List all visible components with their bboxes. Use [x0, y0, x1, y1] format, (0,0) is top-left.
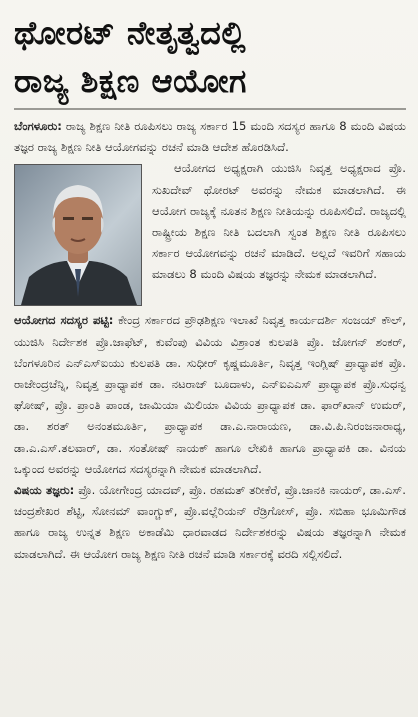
experts-paragraph [14, 480, 406, 565]
headline-line-2: ರಾಜ್ಯ ಶಿಕ್ಷಣ ಆಯೋಗ [14, 62, 247, 100]
dateline: ಬೆಂಗಳೂರು: [14, 119, 62, 133]
body-paragraph: ಆಯೋಗದ ಅಧ್ಯಕ್ಷರಾಗಿ ಯುಜಿಸಿ ನಿವೃತ್ತ ಅಧ್ಯಕ್ಷರಾದ ಪ್ರೊ. ಸುಖದೇವ್ ಥೋರಟ್ ಅವರನ್ನು ನೇಮಕ ಮಾಡಲಾಗಿದೆ. ಈ ಆಯೋಗ ರಾಜ್ಯಕ್ಕೆ ನೂತನ ಶಿಕ್ಷಣ ನೀತಿಯನ್ನು ರೂಪಿಸಲಿದೆ. ರಾಜ್ಯದಲ್ಲಿ ರಾಷ್ಟ್ರೀಯ ಶಿಕ್ಷಣ ನೀತಿ ಬದಲಾಗಿ ಸ್ವಂತ ಶಿಕ್ಷಣ ನೀತಿ ರೂಪಿಸಲು ಸರ್ಕಾರ ಆಯೋಗವನ್ನು ರಚನೆ ಮಾಡಿದೆ. ಅಲ್ಲದೆ ಇವರಿಗೆ ಸಹಾಯ ಮಾಡಲು 8 ಮಂದಿ ವಿಷಯ ತಜ್ಞರನ್ನು ನೇಮಕ ಮಾಡಲಾಗಿದೆ. [152, 161, 406, 282]
members-text: ಕೇಂದ್ರ ಸರ್ಕಾರದ ಪ್ರೌಢಶಿಕ್ಷಣ ಇಲಾಖೆ ನಿವೃತ್ತ ಕಾರ್ಯದರ್ಶಿ ಸಂಜಯ್ ಕೌಲ್, ಯುಜಿಸಿ ನಿರ್ದೇಶಕ ಪ್ರೊ.ಜಾಫೆಟ್, ಕುವೆಂಪು ವಿವಿಯ ವಿಶ್ರಾಂತ ಕುಲಪತಿ ಪ್ರೊ. ಜೋಗನ್ ಶಂಕರ್, ಬೆಂಗಳೂರಿನ ಎನ್‌ಎಸ್‌ಐಯು ಕುಲಪತಿ ಡಾ. ಸುಧೀರ್ ಕೃಷ್ಣಮೂರ್ತಿ, ನಿವೃತ್ತ ಇಂಗ್ಲಿಷ್ ಪ್ರಾಧ್ಯಾಪಕ ಪ್ರೊ. ರಾಜೇಂದ್ರಚೆನ್ನಿ, ನಿವೃತ್ತ ಪ್ರಾಧ್ಯಾಪಕ ಡಾ. ನಟರಾಜ್ ಬೂದಾಳು, ಎನ್‌ಐಎಎಸ್ ಪ್ರಾಧ್ಯಾಪಕ ಪ್ರೊ.ಸುಧನ್ವ ಘೋಷ್, ಪ್ರೊ. ಪ್ರಾಂತಿ ಪಾಂಡ, ಜಾಮಿಯಾ ಮಿಲಿಯಾ ವಿವಿಯ ಪ್ರಾಧ್ಯಾಪಕ ಡಾ. ಫಾರ್‌ಖಾನ್ ಉಮರ್, ಡಾ. ಶರತ್ ಅನಂತಮೂರ್ತಿ, ಪ್ರಾಧ್ಯಾಪಕ ಡಾ.ಎ.ನಾರಾಯಣ, ಡಾ.ವಿ.ಪಿ.ನಿರಂಜನಾರಾಧ್ಯ, ಡಾ.ಎ.ಎಸ್.ತಲವಾರ್, ಡಾ. ಸಂತೋಷ್ ನಾಯಕ್ ಹಾಗೂ ಲೇಖಿಕಿ ಹಾಗೂ ಪ್ರಾಧ್ಯಾಪಕಿ ಡಾ. ವಿನಯ ಒಕ್ಕುಂದ ಅವರನ್ನು ಆಯೋಗದ ಸದಸ್ಯರನ್ನಾಗಿ ನೇಮಕ ಮಾಡಲಾಗಿದೆ. [14, 313, 406, 476]
headline-line-1: ಥೋರಟ್ ನೇತೃತ್ವದಲ್ಲಿ [14, 14, 247, 52]
experts-heading: ವಿಷಯ ತಜ್ಞರು: [14, 483, 75, 498]
members-paragraph [14, 310, 406, 480]
portrait-photo [14, 164, 142, 306]
intro-paragraph [14, 116, 406, 158]
members-heading: ಆಯೋಗದ ಸದಸ್ಯರ ಪಟ್ಟಿ: [14, 313, 114, 328]
portrait-illustration [15, 165, 141, 305]
headline-divider [14, 108, 406, 110]
intro-text: ರಾಜ್ಯ ಶಿಕ್ಷಣ ನೀತಿ ರೂಪಿಸಲು ರಾಜ್ಯ ಸರ್ಕಾರ 15 ಮಂದಿ ಸದಸ್ಯರ ಹಾಗೂ 8 ಮಂದಿ ವಿಷಯ ತಜ್ಞರ ರಾಜ್ಯ ಶಿಕ್ಷಣ ನೀತಿ ಆಯೋಗವನ್ನು ರಚನೆ ಮಾಡಿ ಆದೇಶ ಹೊರಡಿಸಿದೆ. [14, 119, 406, 155]
experts-text: ಪ್ರೊ. ಯೋಗೇಂದ್ರ ಯಾದವ್, ಪ್ರೊ. ರಹಮತ್ ತರೀಕೆರೆ, ಪ್ರೊ.ಜಾನಕಿ ನಾಯರ್, ಡಾ.ಎಸ್. ಚಂದ್ರಶೇಖರ ಶೆಟ್ಟಿ, ಸೋನಮ್ ವಾಂಗ್ಚುಕ್, ಪ್ರೊ.ವಲ್ಲೆರಿಯನ್ ರೆಡ್ರಿಗೋಸ್, ಪ್ರೊ. ಸಬಿಹಾ ಭೂಮಿಗೌಡ ಹಾಗೂ ರಾಜ್ಯ ಉನ್ನತ ಶಿಕ್ಷಣ ಅಕಾಡೆಮಿ ಧಾರವಾಡದ ನಿರ್ದೇಶಕರನ್ನು ವಿಷಯ ತಜ್ಞರನ್ನಾಗಿ ನೇಮಕ ಮಾಡಲಾಗಿದೆ. ಈ ಆಯೋಗ ರಾಜ್ಯ ಶಿಕ್ಷಣ ನೀತಿ ರಚನೆ ಮಾಡಿ ಸರ್ಕಾರಕ್ಕೆ ವರದಿ ಸಲ್ಲಿಸಲಿದೆ. [14, 483, 406, 561]
